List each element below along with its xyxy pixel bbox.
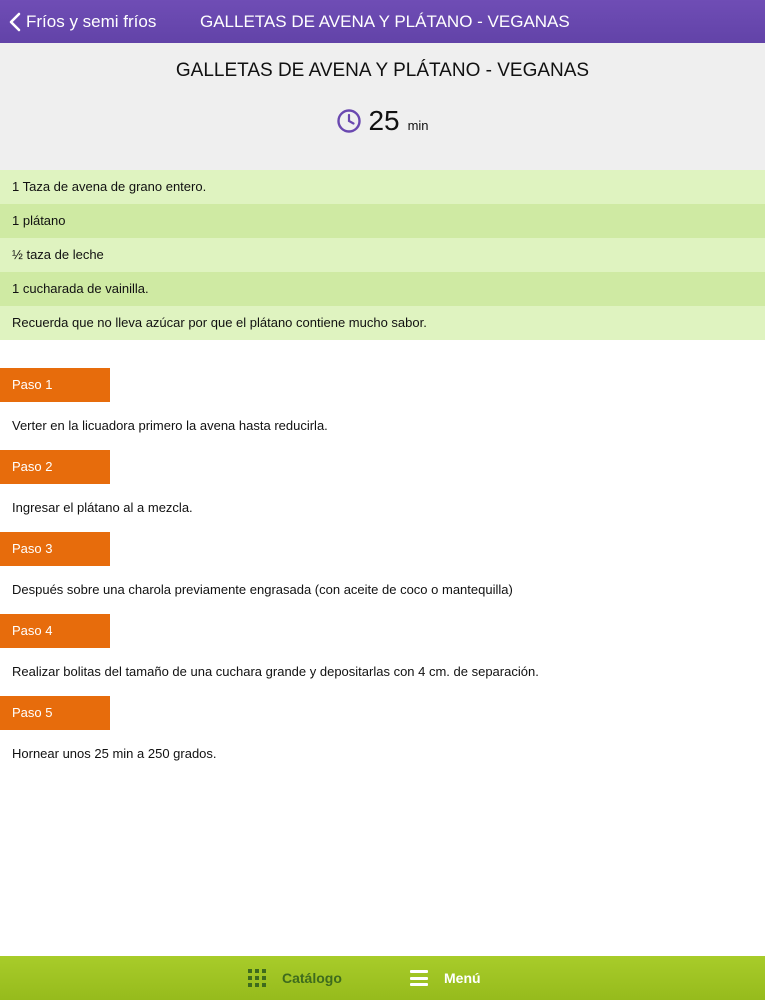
ingredient-item: 1 plátano bbox=[0, 204, 765, 238]
step-item bbox=[0, 532, 765, 614]
step-text: Ingresar el plátano al a mezcla. bbox=[12, 500, 193, 515]
steps-list bbox=[0, 368, 765, 778]
tab-menu-label: Menú bbox=[444, 970, 481, 986]
ingredient-item: 1 cucharada de vainilla. bbox=[0, 272, 765, 306]
time-unit: min bbox=[407, 118, 429, 133]
ingredient-item: ½ taza de leche bbox=[0, 238, 765, 272]
back-button-label: Fríos y semi fríos bbox=[26, 11, 157, 31]
chevron-left-icon bbox=[6, 11, 24, 33]
ingredient-item: Recuerda que no lleva azúcar por que el plátano contiene mucho sabor. bbox=[0, 306, 765, 340]
step-text: Verter en la licuadora primero la avena hasta reducirla. bbox=[12, 418, 328, 433]
prep-time bbox=[0, 105, 765, 137]
step-label: Paso 5 bbox=[0, 696, 110, 730]
ingredient-item: 1 Taza de avena de grano entero. bbox=[0, 170, 765, 204]
step-item bbox=[0, 368, 765, 450]
nav-title: GALLETAS DE AVENA Y PLÁTANO - VEGANAS bbox=[200, 12, 570, 31]
back-button[interactable] bbox=[6, 0, 156, 43]
recipe-title: GALLETAS DE AVENA Y PLÁTANO - VEGANAS bbox=[175, 60, 590, 81]
step-item bbox=[0, 450, 765, 532]
tab-catalogo[interactable] bbox=[248, 956, 342, 1000]
step-label: Paso 1 bbox=[0, 368, 110, 402]
recipe-header bbox=[0, 43, 765, 170]
tab-catalogo-label: Catálogo bbox=[282, 970, 342, 986]
step-label: Paso 4 bbox=[0, 614, 110, 648]
bottom-tab-bar bbox=[0, 956, 765, 1000]
hamburger-menu-icon bbox=[410, 970, 428, 986]
clock-icon bbox=[336, 108, 362, 134]
step-text: Después sobre una charola previamente engrasada (con aceite de coco o mantequilla) bbox=[12, 582, 513, 597]
navigation-bar bbox=[0, 0, 765, 43]
step-label: Paso 2 bbox=[0, 450, 110, 484]
grid-icon bbox=[248, 969, 266, 987]
ingredients-list bbox=[0, 170, 765, 340]
time-value: 25 bbox=[368, 105, 400, 136]
tab-menu[interactable] bbox=[410, 956, 481, 1000]
step-item bbox=[0, 696, 765, 778]
step-text: Hornear unos 25 min a 250 grados. bbox=[12, 746, 217, 761]
step-label: Paso 3 bbox=[0, 532, 110, 566]
step-text: Realizar bolitas del tamaño de una cuchara grande y depositarlas con 4 cm. de separación. bbox=[12, 664, 539, 679]
step-item bbox=[0, 614, 765, 696]
